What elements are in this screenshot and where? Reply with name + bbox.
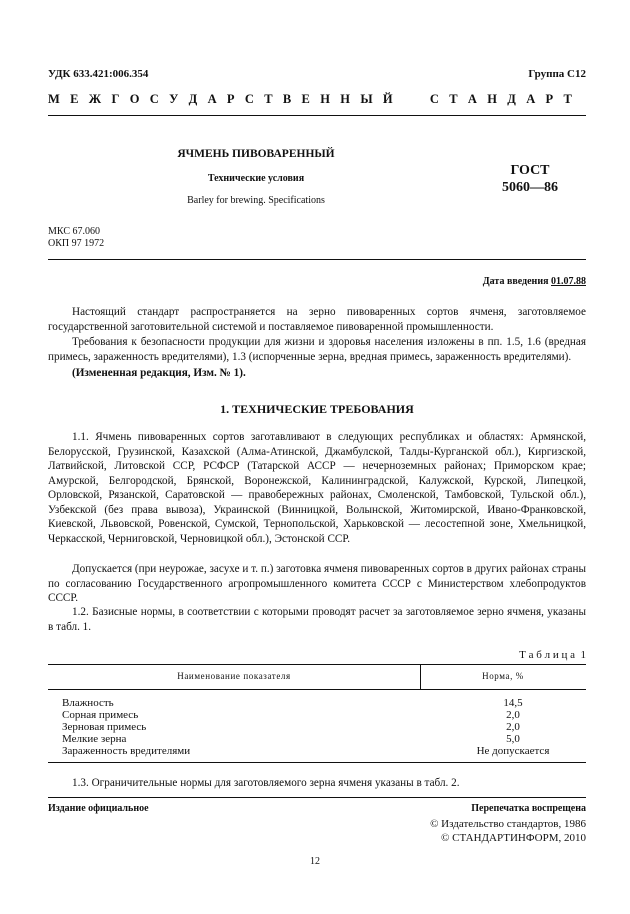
effective-date-line [483, 276, 586, 287]
table-cell-value: 14,5 [503, 697, 523, 709]
table-header-divider [420, 664, 421, 689]
section-paragraph-1-1-extra: Допускается (при неурожае, засухе и т. п.) заготовка ячменя пивоваренных сортов в других районах страны по согласованию Государственного агропромышленного комитета СССР с Министерством хлебопродуктов СССР. [48, 563, 586, 604]
section-heading: 1. ТЕХНИЧЕСКИЕ ТРЕБОВАНИЯ [220, 402, 414, 416]
codes-rule [48, 259, 586, 260]
intro-paragraph-1: Настоящий стандарт распространяется на зерно пивоваренных сортов ячменя, заготовляемое государственной заготовительной системой и поставляемое пивоваренной промышленности. [48, 306, 586, 333]
official-edition-label: Издание официальное [48, 803, 149, 814]
gost-number: 5060—86 [502, 180, 558, 195]
effective-date: 01.07.88 [551, 276, 586, 287]
section-paragraph-1-3: 1.3. Ограничительные нормы для заготовляемого зерна ячменя указаны в табл. 2. [72, 777, 460, 789]
intro-paragraph-2: Требования к безопасности продукции для жизни и здоровья населения изложены в пп. 1.5, 1.6 (вредная примесь, зараженность вредителями), 1.3 (испорченные зерна, вредная примесь, зараженность вредителями). [48, 336, 586, 363]
footer-rule [48, 797, 586, 798]
header-rule [48, 115, 586, 116]
table-bottom-rule [48, 762, 586, 763]
mks-code: МКС 67.060 [48, 226, 100, 237]
table-header-norm: Норма, % [482, 671, 524, 681]
section-paragraph-1-2: 1.2. Базисные нормы, в соответствии с которыми проводят расчет за заготовляемое зерно ячменя, указаны в табл. 1. [48, 606, 586, 633]
document-subtitle: Технические условия [207, 173, 305, 184]
table-caption: Т а б л и ц а 1 [519, 649, 586, 661]
effective-date-label: Дата введения [482, 276, 549, 287]
table-cell-value: Не допускается [476, 745, 550, 757]
table-header-name: Наименование показателя [177, 671, 291, 681]
table-cell-name: Сорная примесь [62, 709, 139, 721]
group-code: Группа С12 [528, 68, 586, 80]
table-top-rule [48, 664, 586, 665]
table-cell-name: Мелкие зерна [62, 733, 127, 745]
okp-code: ОКП 97 1972 [48, 238, 105, 249]
gost-label: ГОСТ [510, 163, 550, 178]
copyright-publisher: © Издательство стандартов, 1986 [430, 818, 586, 830]
copyright-standartinform: © СТАНДАРТИНФОРМ, 2010 [441, 832, 586, 844]
table-cell-name: Зерновая примесь [62, 721, 147, 733]
udc-code: УДК 633.421:006.354 [48, 68, 149, 80]
amendment-note: (Измененная редакция, Изм. № 1). [72, 367, 246, 379]
table-cell-value: 5,0 [506, 733, 520, 745]
document-title-english: Barley for brewing. Specifications [187, 195, 325, 206]
table-cell-value: 2,0 [506, 721, 520, 733]
section-paragraph-1-1: 1.1. Ячмень пивоваренных сортов заготавливают в следующих республиках и областях: Армянской, Белорусской, Грузинской, Казахской (Алма-Атинской, Джамбулской, Талды-Курганской обл.), Киргизской, Латвийской, Литовской ССР, РСФСР (Татарской АССР — нечерноземных районах; Приморском крае; Амурской, Белгородской, Брянской, Воронежской, Калининградской, Калужской, Курской, Липецкой, Орловской, Рязанской, Саратовской — правобережных районах, Смоленской, Тамбовской, Тульской обл.), Узбекской (без права вывоза), Украинской (Винницкой, Волынской, Житомирской, Ивано-Франковской, Киевской, Львовской, Ровенской, Сумской, Тернопольской, Харьковской — лесостепной зоне, Хмельницкой, Черкасской, Черниговской, Черновицкой обл.), Эстонской ССР. [48, 431, 586, 545]
page-number: 12 [310, 856, 320, 867]
table-cell-value: 2,0 [506, 709, 520, 721]
table-cell-name: Зараженность вредителями [62, 745, 191, 757]
standard-banner: М Е Ж Г О С У Д А Р С Т В Е Н Н Ы Й С Т А Н Д А Р Т [48, 92, 576, 106]
reprint-notice: Перепечатка воспрещена [471, 803, 586, 814]
table-header-rule [48, 689, 586, 690]
document-title: ЯЧМЕНЬ ПИВОВАРЕННЫЙ [177, 148, 335, 160]
table-cell-name: Влажность [62, 697, 114, 709]
